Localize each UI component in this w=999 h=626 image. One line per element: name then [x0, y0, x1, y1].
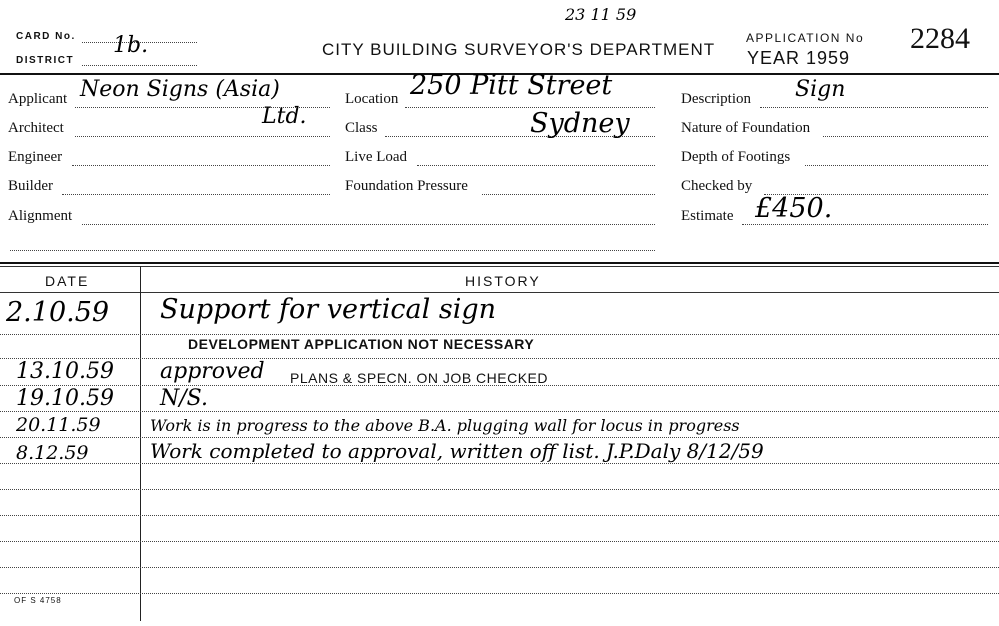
- history-printed-text: PLANS & SPECN. ON JOB CHECKED: [290, 370, 549, 386]
- live-load-line: [417, 165, 655, 166]
- applicant-label: Applicant: [8, 91, 68, 107]
- nature-of-foundation-line: [823, 136, 988, 137]
- alignment-label: Alignment: [8, 208, 73, 224]
- description-label: Description: [681, 91, 751, 107]
- depth-of-footings-label: Depth of Footings: [681, 149, 791, 165]
- history-date: 19.10.59: [16, 386, 114, 411]
- estimate-line: [742, 224, 988, 225]
- history-rule: [0, 489, 999, 490]
- district-line: [82, 65, 197, 66]
- card-no-label: CARD No.: [16, 31, 76, 42]
- history-rule: [0, 463, 999, 464]
- history-rule: [0, 593, 999, 594]
- class-label: Class: [345, 120, 378, 136]
- engineer-label: Engineer: [8, 149, 63, 165]
- history-column-header: HISTORY: [465, 273, 541, 289]
- history-rule: [0, 334, 999, 335]
- history-text: N/S.: [160, 386, 208, 411]
- description-value: Sign: [795, 77, 846, 102]
- location-value: 250 Pitt Street: [410, 70, 613, 101]
- nature-of-foundation-label: Nature of Foundation: [681, 120, 811, 136]
- history-date: 2.10.59: [6, 297, 110, 328]
- location-value-2: Sydney: [530, 108, 630, 139]
- architect-label: Architect: [8, 120, 64, 136]
- history-text: Work completed to approval, written off list. J.P.Daly 8/12/59: [150, 439, 764, 463]
- alignment-line: [82, 224, 655, 225]
- history-rule: [0, 515, 999, 516]
- year-label: YEAR 1959: [747, 48, 851, 68]
- history-header-underline: [0, 292, 999, 293]
- live-load-label: Live Load: [345, 149, 408, 165]
- location-label: Location: [345, 91, 399, 107]
- foundation-pressure-label: Foundation Pressure: [345, 178, 468, 194]
- history-stamp: DEVELOPMENT APPLICATION NOT NECESSARY: [188, 336, 535, 352]
- applicant-value-2: Ltd.: [262, 104, 307, 129]
- architect-line: [75, 136, 330, 137]
- builder-line: [62, 194, 330, 195]
- history-rule: [0, 358, 999, 359]
- history-top-border: [0, 262, 999, 264]
- district-value: 1b.: [113, 33, 149, 58]
- history-rule: [0, 437, 999, 438]
- engineer-line: [72, 165, 330, 166]
- date-column-header: DATE: [45, 273, 90, 289]
- applicant-value: Neon Signs (Asia): [80, 77, 280, 102]
- estimate-value: £450.: [755, 193, 833, 224]
- alignment-line-2: [10, 250, 655, 251]
- history-rule: [0, 411, 999, 412]
- history-date: 13.10.59: [16, 359, 114, 384]
- depth-of-footings-line: [805, 165, 988, 166]
- history-text: Support for vertical sign: [160, 294, 497, 325]
- application-number: 2284: [910, 22, 970, 55]
- history-date: 8.12.59: [16, 442, 89, 464]
- form-number: OF S 4758: [14, 596, 62, 605]
- history-rule: [0, 541, 999, 542]
- history-top-border-2: [0, 266, 999, 267]
- department-title: CITY BUILDING SURVEYOR'S DEPARTMENT: [322, 40, 716, 59]
- date-note: 23 11 59: [565, 5, 637, 24]
- history-rule: [0, 567, 999, 568]
- history-date: 20.11.59: [16, 414, 101, 436]
- district-label: DISTRICT: [16, 55, 75, 66]
- checked-by-label: Checked by: [681, 178, 753, 194]
- foundation-pressure-line: [482, 194, 655, 195]
- builder-label: Builder: [8, 178, 53, 194]
- history-text: Work is in progress to the above B.A. plugging wall for locus in progress: [150, 416, 740, 435]
- description-line: [760, 107, 988, 108]
- estimate-label: Estimate: [681, 208, 734, 224]
- history-text: approved: [160, 359, 265, 384]
- application-no-label: APPLICATION No: [746, 31, 865, 45]
